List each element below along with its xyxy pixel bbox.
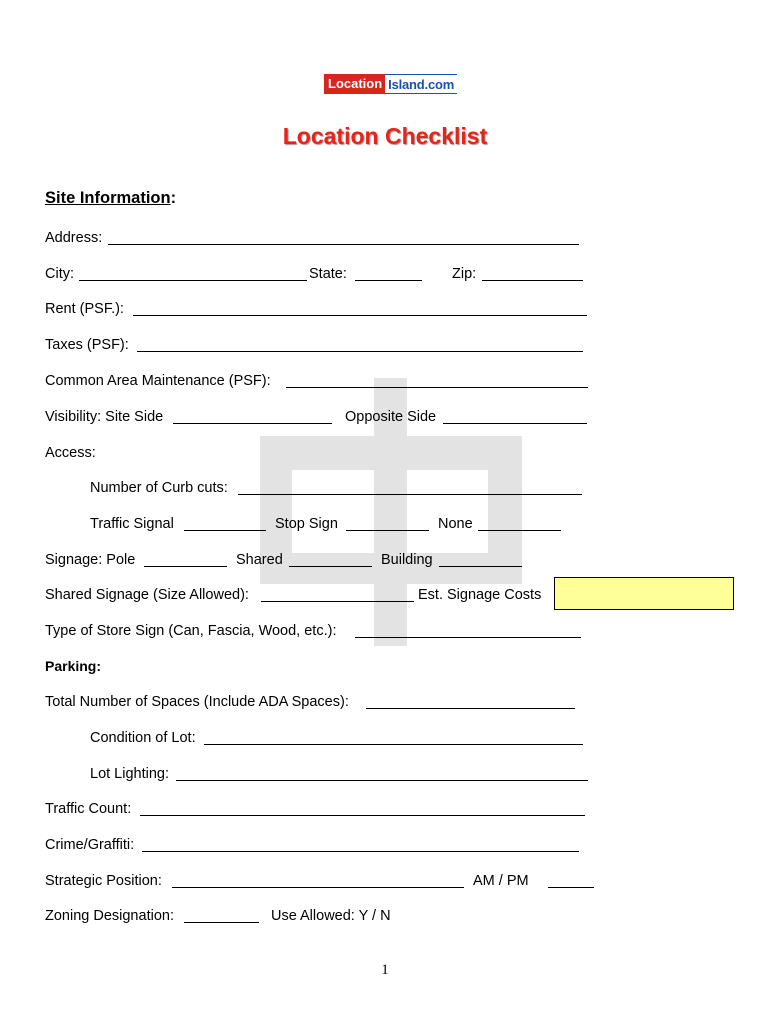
city-line[interactable] — [79, 280, 307, 281]
traffic-signal-line[interactable] — [184, 530, 266, 531]
lot-lighting-row — [0, 765, 770, 785]
building-line[interactable] — [439, 566, 522, 567]
zip-line[interactable] — [482, 280, 583, 281]
traffic-signal-label: Traffic Signal — [90, 516, 174, 532]
lot-lighting-label: Lot Lighting: — [90, 766, 170, 782]
traffic-count-label: Traffic Count: — [45, 801, 132, 817]
rent-line[interactable] — [133, 315, 587, 316]
total-spaces-line[interactable] — [366, 708, 575, 709]
crime-row — [0, 836, 770, 856]
stop-sign-line[interactable] — [346, 530, 429, 531]
cam-label: Common Area Maintenance (PSF): — [45, 373, 271, 389]
location-island-logo — [324, 74, 457, 94]
condition-lot-line[interactable] — [204, 744, 583, 745]
visibility-site-line[interactable] — [173, 423, 332, 424]
opposite-side-label: Opposite Side — [345, 409, 437, 425]
address-label: Address: — [45, 230, 103, 246]
traffic-count-line[interactable] — [140, 815, 585, 816]
store-sign-label: Type of Store Sign (Can, Fascia, Wood, etc.): — [45, 623, 337, 639]
zoning-row — [0, 907, 770, 927]
none-label: None — [438, 516, 473, 532]
taxes-line[interactable] — [137, 351, 583, 352]
none-line[interactable] — [478, 530, 561, 531]
strategic-label: Strategic Position: — [45, 873, 162, 889]
est-signage-costs-label: Est. Signage Costs — [418, 587, 542, 603]
shared-label: Shared — [236, 552, 283, 568]
curb-cuts-line[interactable] — [238, 494, 582, 495]
store-sign-line[interactable] — [355, 637, 581, 638]
site-information-heading: Site Information: — [45, 189, 177, 207]
zoning-line[interactable] — [184, 922, 259, 923]
zip-label: Zip: — [452, 266, 477, 282]
curb-cuts-row — [0, 479, 770, 499]
taxes-row — [0, 336, 770, 356]
parking-heading: Parking: — [45, 658, 102, 674]
opposite-side-line[interactable] — [443, 423, 587, 424]
stop-sign-label: Stop Sign — [275, 516, 338, 532]
address-line[interactable] — [108, 244, 579, 245]
crime-label: Crime/Graffiti: — [45, 837, 135, 853]
rent-row — [0, 300, 770, 320]
signage-pole-label: Signage: Pole — [45, 552, 136, 568]
page-number: 1 — [381, 962, 389, 978]
traffic-controls-row — [0, 515, 770, 535]
shared-signage-line[interactable] — [261, 601, 414, 602]
access-row — [0, 444, 770, 464]
condition-lot-label: Condition of Lot: — [90, 730, 196, 746]
traffic-count-row — [0, 800, 770, 820]
strategic-row — [0, 872, 770, 892]
city-label: City: — [45, 266, 74, 282]
visibility-row — [0, 408, 770, 428]
taxes-label: Taxes (PSF): — [45, 337, 129, 353]
logo-part2: Island.com — [385, 74, 457, 94]
curb-cuts-label: Number of Curb cuts: — [90, 480, 228, 496]
parking-row — [0, 657, 770, 677]
rent-label: Rent (PSF.): — [45, 301, 124, 317]
store-sign-row — [0, 622, 770, 642]
total-spaces-label: Total Number of Spaces (Include ADA Spaces): — [45, 694, 349, 710]
address-row — [0, 229, 770, 249]
access-label: Access: — [45, 445, 96, 461]
page-title: Location Checklist — [282, 123, 488, 149]
ampm-line[interactable] — [548, 887, 594, 888]
state-label: State: — [309, 266, 347, 282]
use-allowed-label: Use Allowed: Y / N — [271, 908, 391, 924]
visibility-site-label: Visibility: Site Side — [45, 409, 164, 425]
shared-line[interactable] — [289, 566, 372, 567]
zoning-label: Zoning Designation: — [45, 908, 174, 924]
strategic-line[interactable] — [172, 887, 464, 888]
total-spaces-row — [0, 693, 770, 713]
signage-pole-line[interactable] — [144, 566, 227, 567]
shared-signage-label: Shared Signage (Size Allowed): — [45, 587, 249, 603]
crime-line[interactable] — [142, 851, 579, 852]
state-line[interactable] — [355, 280, 422, 281]
signage-row — [0, 551, 770, 571]
lot-lighting-line[interactable] — [176, 780, 588, 781]
cam-line[interactable] — [286, 387, 588, 388]
est-signage-costs-box[interactable] — [554, 577, 734, 610]
logo-part1: Location — [324, 74, 385, 94]
ampm-label: AM / PM — [473, 873, 529, 889]
building-label: Building — [381, 552, 433, 568]
condition-lot-row — [0, 729, 770, 749]
city-state-zip-row — [0, 265, 770, 285]
cam-row — [0, 372, 770, 392]
